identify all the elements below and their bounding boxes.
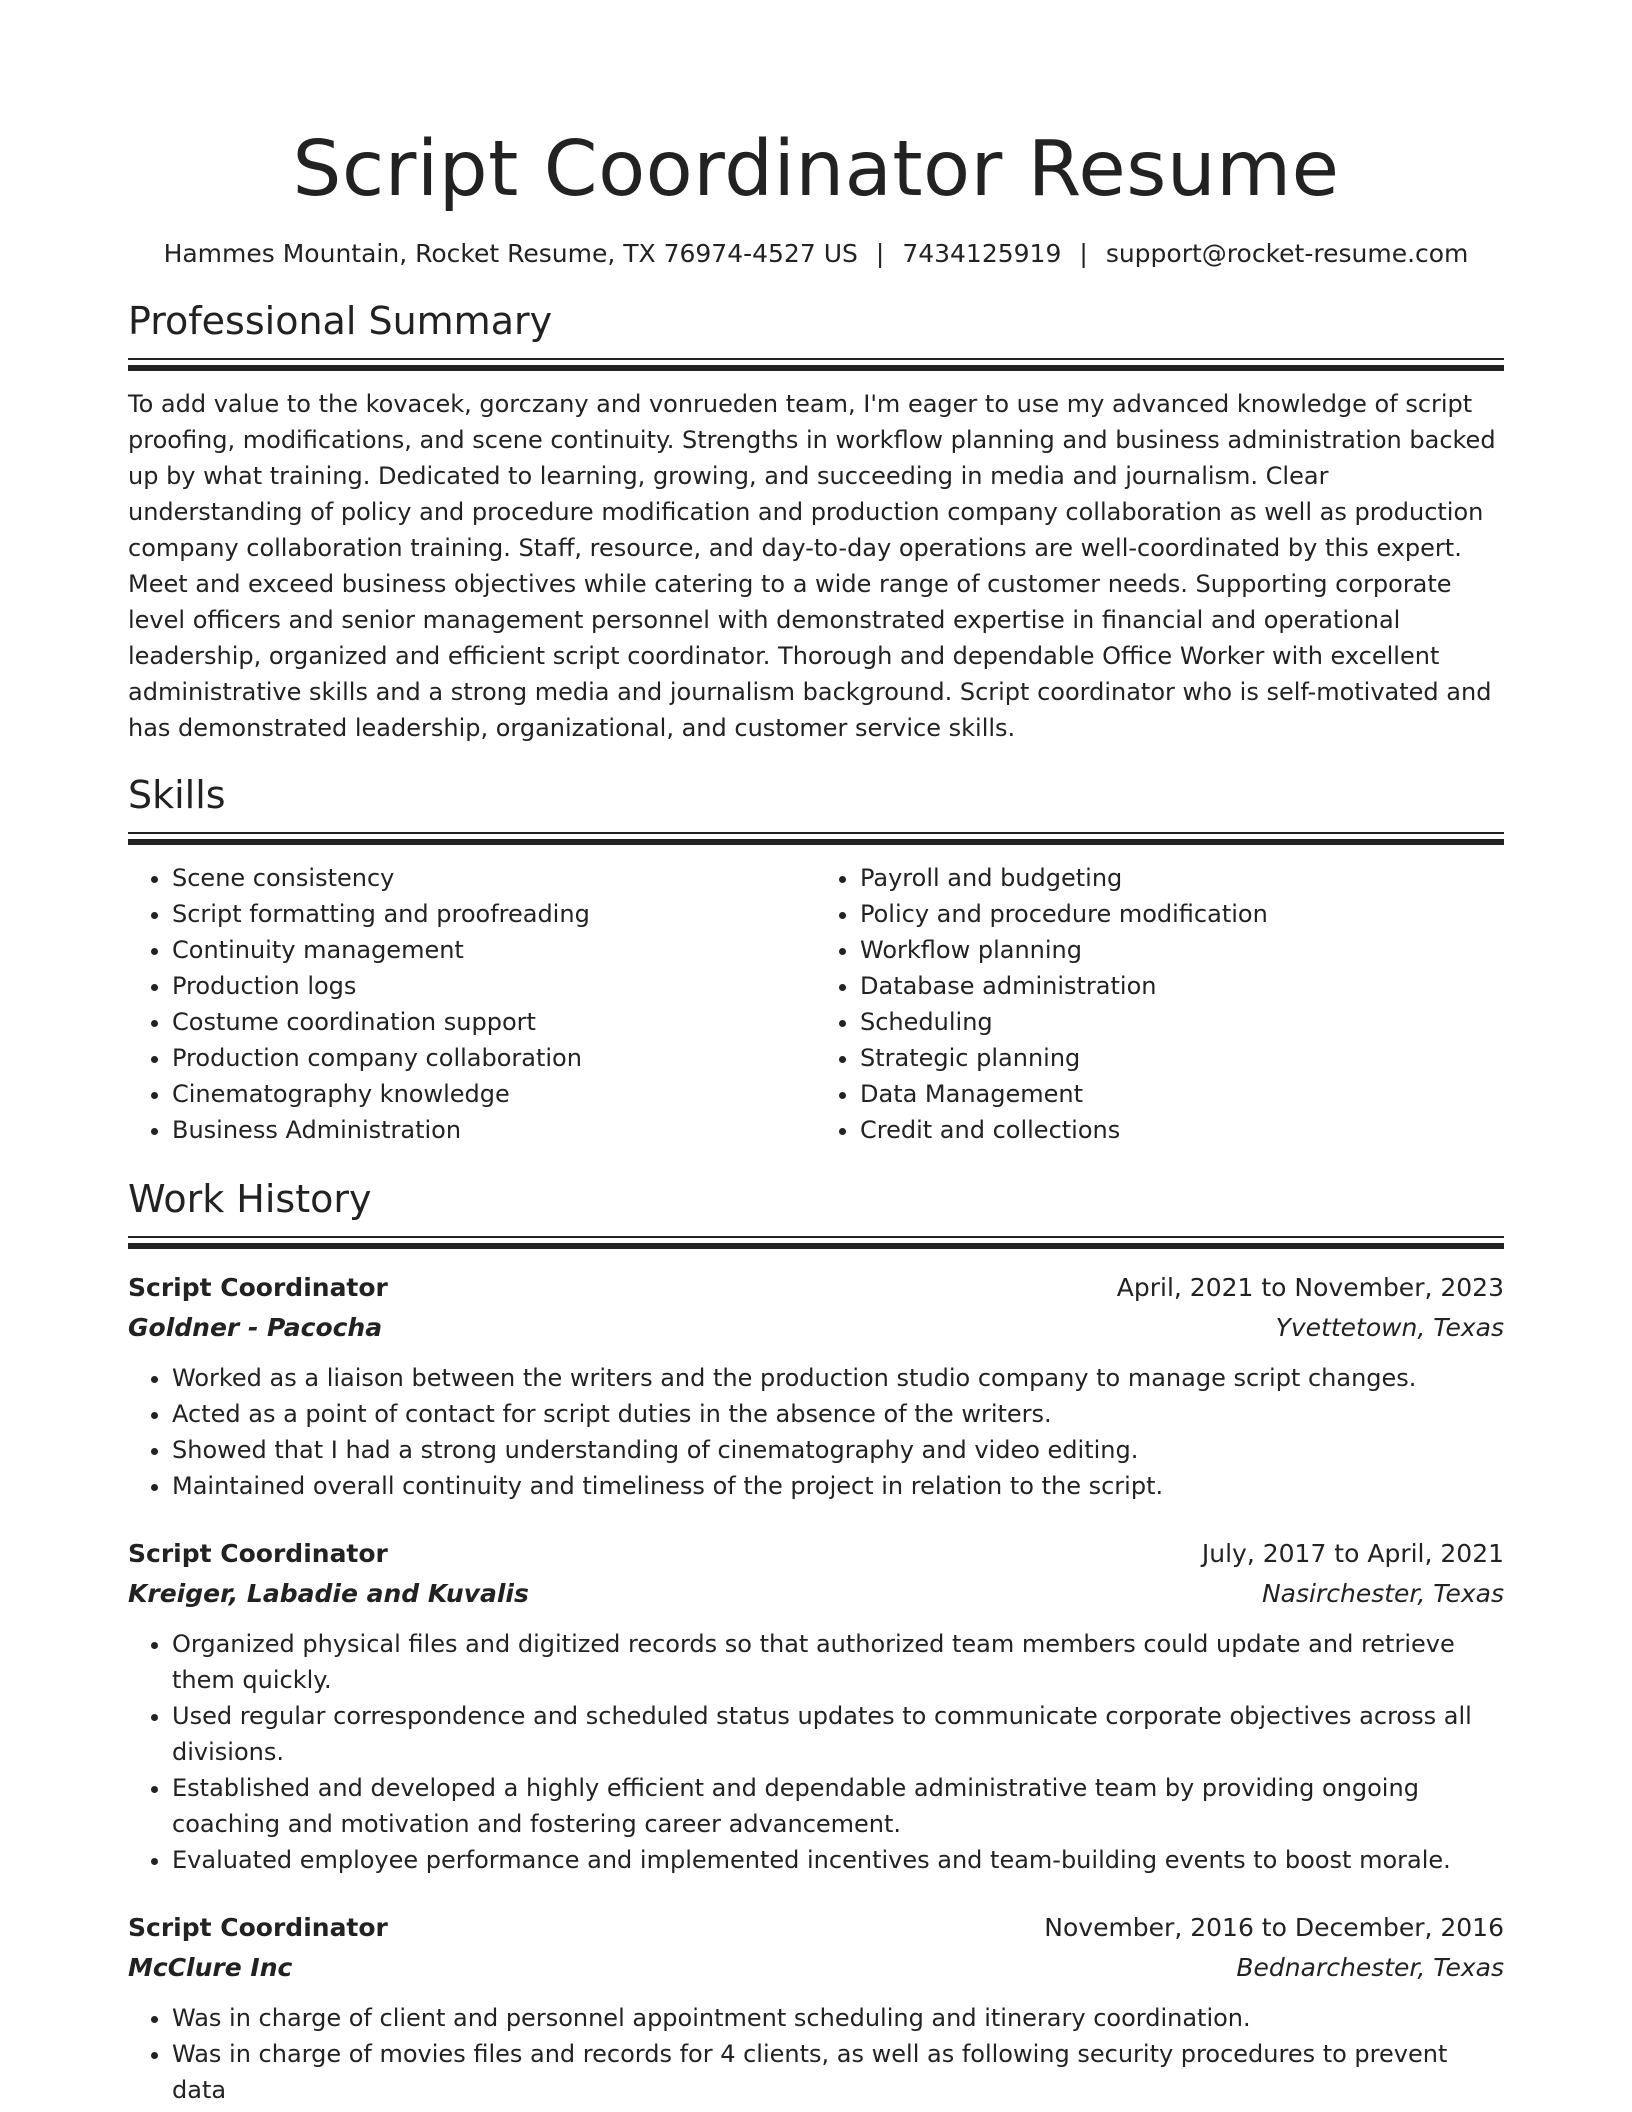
contact-address: Hammes Mountain, Rocket Resume, TX 76974-4527 US (163, 239, 858, 268)
job-duty: • Maintained overall continuity and timeliness of the project in relation to the script. (172, 1468, 1504, 1504)
job-location: Nasirchester, Texas (1261, 1579, 1504, 1608)
job-duty: • Organized physical files and digitized records so that authorized team members could update and retrieve them quickly. (172, 1626, 1504, 1698)
skills-columns (128, 860, 1504, 1148)
job-entry (128, 1268, 1504, 1504)
skill-item: • Continuity management (172, 932, 816, 968)
job-company-row (128, 1308, 1504, 1348)
job-duty: • Was in charge of movies files and records for 4 clients, as well as following security procedures to prevent data (172, 2036, 1504, 2108)
skill-item: • Costume coordination support (172, 1004, 816, 1040)
contact-separator: | (875, 239, 885, 268)
job-dates: July, 2017 to April, 2021 (1201, 1539, 1504, 1568)
job-location: Bednarchester, Texas (1236, 1953, 1504, 1982)
job-title: Script Coordinator (128, 1539, 388, 1568)
job-header-row (128, 1534, 1504, 1574)
skill-item: • Scene consistency (172, 860, 816, 896)
skill-item: • Cinematography knowledge (172, 1076, 816, 1112)
job-duty: • Used regular correspondence and scheduled status updates to communicate corporate objectives across all divisions. (172, 1698, 1504, 1770)
skills-list-left (128, 860, 816, 1148)
section-divider (128, 1236, 1504, 1250)
section-heading: Skills (128, 773, 226, 817)
job-company: Goldner - Pacocha (128, 1313, 383, 1342)
skill-item: • Workflow planning (860, 932, 1504, 968)
job-company: McClure Inc (128, 1953, 293, 1982)
skill-item: • Business Administration (172, 1112, 816, 1148)
work-history-section (128, 1176, 1504, 2108)
job-dates: November, 2016 to December, 2016 (1044, 1913, 1504, 1942)
section-divider (128, 358, 1504, 372)
job-duties-list (128, 1360, 1504, 1504)
skill-item: • Strategic planning (860, 1040, 1504, 1076)
skill-item: • Database administration (860, 968, 1504, 1004)
job-duties-list (128, 2000, 1504, 2108)
job-duty: • Was in charge of client and personnel appointment scheduling and itinerary coordination. (172, 2000, 1504, 2036)
job-company: Kreiger, Labadie and Kuvalis (128, 1579, 529, 1608)
job-duties-list (128, 1626, 1504, 1878)
skill-item: • Production company collaboration (172, 1040, 816, 1076)
job-title: Script Coordinator (128, 1273, 388, 1302)
job-entry (128, 1534, 1504, 1878)
summary-text: To add value to the kovacek, gorczany and vonrueden team, I'm eager to use my advanced knowledge of script proofing, modifications, and scene continuity. Strengths in workflow planning and business administration backed up by what training. Dedicated to learning, growing, and succeeding in media and journalism. Clear understanding of policy and procedure modification and production company collaboration as well as production company collaboration training. Staff, resource, and day-to-day operations are well-coordinated by this expert. Meet and exceed business objectives while catering to a wide range of customer needs. Supporting corporate level officers and senior management personnel with demonstrated expertise in financial and operational leadership, organized and efficient script coordinator. Thorough and dependable Office Worker with excellent administrative skills and a strong media and journalism background. Script coordinator who is self-motivated and has demonstrated leadership, organizational, and customer service skills. (128, 390, 1496, 742)
job-entry (128, 1908, 1504, 2108)
skill-item: • Production logs (172, 968, 816, 1004)
skill-item: • Data Management (860, 1076, 1504, 1112)
job-duty: • Established and developed a highly efficient and dependable administrative team by providing ongoing coaching and motivation and fostering career advancement. (172, 1770, 1504, 1842)
page-title: Script Coordinator Resume (292, 125, 1340, 214)
job-duty: • Acted as a point of contact for script duties in the absence of the writers. (172, 1396, 1504, 1432)
skill-item: • Policy and procedure modification (860, 896, 1504, 932)
section-heading: Work History (128, 1177, 372, 1221)
skills-section (128, 772, 1504, 1148)
job-header-row (128, 1268, 1504, 1308)
skill-item: • Credit and collections (860, 1112, 1504, 1148)
contact-line (128, 238, 1504, 270)
job-duty: • Showed that I had a strong understanding of cinematography and video editing. (172, 1432, 1504, 1468)
skill-item: • Script formatting and proofreading (172, 896, 816, 932)
job-title: Script Coordinator (128, 1913, 388, 1942)
job-company-row (128, 1948, 1504, 1988)
job-header-row (128, 1908, 1504, 1948)
job-location: Yvettetown, Texas (1275, 1313, 1504, 1342)
skills-list-right (816, 860, 1504, 1148)
job-duty: • Evaluated employee performance and implemented incentives and team-building events to boost morale. (172, 1842, 1504, 1878)
section-heading: Professional Summary (128, 299, 553, 343)
job-dates: April, 2021 to November, 2023 (1116, 1273, 1504, 1302)
contact-email: support@rocket-resume.com (1105, 239, 1469, 268)
job-company-row (128, 1574, 1504, 1614)
section-divider (128, 832, 1504, 846)
contact-separator: | (1079, 239, 1088, 268)
professional-summary-section (128, 298, 1504, 746)
skill-item: • Payroll and budgeting (860, 860, 1504, 896)
skill-item: • Scheduling (860, 1004, 1504, 1040)
contact-phone: 7434125919 (902, 239, 1062, 268)
job-duty: • Worked as a liaison between the writers and the production studio company to manage script changes. (172, 1360, 1504, 1396)
